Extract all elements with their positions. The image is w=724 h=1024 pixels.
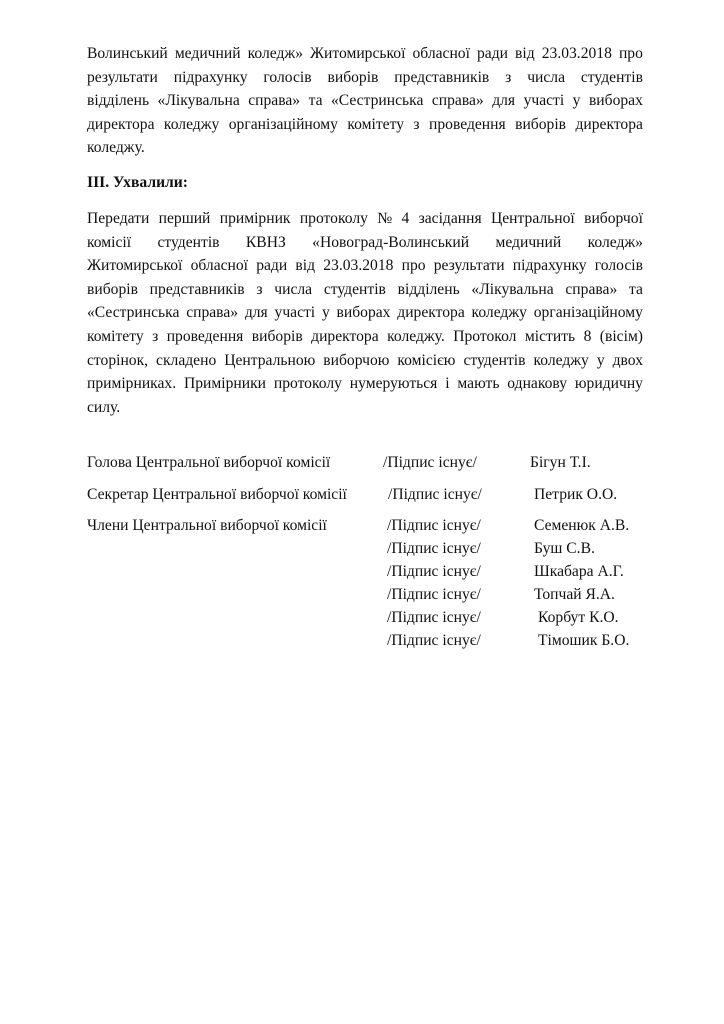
word: ради (256, 257, 288, 275)
signature-role: Секретар Центральної виборчої комісії (87, 486, 347, 503)
text-line (87, 136, 643, 160)
signature-note: /Підпис існує/ (387, 517, 481, 534)
word: справа» (431, 92, 484, 110)
word: двох (612, 351, 643, 369)
word: у (321, 304, 330, 322)
text-line (87, 66, 643, 90)
resolution-paragraph (87, 207, 643, 419)
word: обласної (190, 257, 249, 275)
word: 4 (401, 210, 410, 227)
section-heading: ІІІ. Ухвалили: (87, 174, 188, 191)
text-line (87, 278, 643, 302)
signature-name: Семенюк А.В. (534, 517, 630, 534)
word: медичний (174, 45, 241, 62)
word: результати (87, 68, 158, 86)
word: від (295, 257, 316, 275)
word: студентів (323, 280, 386, 298)
word: юридичну (574, 375, 643, 393)
word: «Лікувальна (471, 280, 554, 298)
text-line (87, 42, 643, 66)
word: коледжу (533, 351, 589, 369)
text-line (87, 231, 643, 255)
word: про (401, 257, 426, 275)
text-line (87, 325, 643, 349)
word: комісії (87, 233, 132, 251)
word: виборів (87, 280, 138, 298)
word: примірниках. (87, 375, 177, 393)
word: перший (158, 210, 211, 227)
word: коледж» (247, 45, 303, 62)
word: протоколу (273, 375, 342, 393)
word: справа» (186, 304, 239, 322)
word: проведення (429, 115, 506, 133)
word: № (377, 210, 393, 227)
word: обласної (412, 45, 470, 62)
word: виборчої (584, 210, 643, 227)
word: виборів (515, 115, 567, 133)
word: виборчою (323, 351, 390, 369)
word: 8 (583, 327, 592, 345)
word: засідання (418, 210, 482, 227)
word: відділень (397, 280, 460, 298)
word: однакову (507, 375, 568, 393)
word: протоколу (299, 210, 368, 227)
word: директора (575, 115, 643, 133)
signature-name: Тімошик Б.О. (538, 632, 630, 649)
word: коледжу. (387, 327, 445, 345)
word: Житомирської (310, 45, 406, 62)
word: комітету (87, 327, 144, 345)
word: Центральної (490, 210, 575, 227)
word: голосів (263, 68, 312, 86)
word: директора (397, 304, 465, 322)
word: Примірники (183, 375, 266, 393)
signature-name: Топчай Я.А. (534, 586, 615, 603)
word: справа» (248, 92, 301, 110)
word: проведення (166, 327, 244, 345)
word: (вісім) (599, 327, 643, 345)
signature-note: /Підпис існує/ (387, 632, 481, 649)
word: організаційному (228, 115, 338, 133)
signature-note: /Підпис існує/ (387, 586, 481, 603)
word: силу. (87, 398, 121, 416)
word: про (618, 45, 643, 62)
word: 23.03.2018 (541, 45, 612, 62)
word: містить (524, 327, 576, 345)
signature-role: Голова Центральної виборчої комісії (87, 454, 331, 471)
word: участі (523, 92, 565, 110)
signature-role: Члени Центральної виборчої комісії (87, 517, 327, 534)
word: студентів (580, 68, 643, 86)
word: виборах (588, 92, 643, 110)
signature-name: Буш С.В. (534, 540, 595, 557)
text-line (87, 207, 643, 231)
signature-note: /Підпис існує/ (387, 563, 481, 580)
signature-note: /Підпис існує/ (388, 486, 482, 503)
word: голосів (594, 257, 643, 275)
word: складено (156, 351, 217, 369)
text-line (87, 349, 643, 373)
word: числа (527, 68, 565, 86)
text-line (87, 113, 643, 137)
word: нумеруються (349, 375, 438, 393)
word: та (308, 92, 323, 110)
word: директора (311, 327, 379, 345)
word: і (445, 375, 450, 393)
word: для (492, 92, 516, 110)
word: комісією (397, 351, 456, 369)
word: коледж» (587, 233, 643, 251)
word: коледжу (471, 304, 527, 322)
word: підрахунку (173, 68, 248, 86)
word: директора (87, 115, 155, 133)
word: мають (457, 375, 500, 393)
word: виборах (336, 304, 391, 322)
word: у (572, 92, 581, 110)
word: від (515, 45, 535, 62)
word: «Сестринська (87, 304, 180, 322)
word: Передати (87, 210, 150, 227)
word: у (596, 351, 605, 369)
text-line (87, 396, 643, 420)
text-line (87, 301, 643, 325)
word: участі (274, 304, 316, 322)
word: результати (433, 257, 505, 275)
word: студентів (463, 351, 526, 369)
word: комітету (347, 115, 404, 133)
word: та (629, 280, 643, 298)
text-line (87, 89, 643, 113)
word: КВНЗ (245, 233, 286, 251)
signature-name: Корбут К.О. (538, 609, 619, 626)
word: з (256, 280, 263, 298)
word: «Новоград-Волинський (312, 233, 470, 251)
word: «Лікувальна (157, 92, 240, 110)
text-line (87, 254, 643, 278)
word: виборів (251, 327, 303, 345)
word: справа» (565, 280, 618, 298)
word: Житомирської (87, 257, 183, 275)
signature-name: Шкабара А.Г. (534, 563, 624, 580)
signature-name: Петрик О.О. (534, 486, 618, 503)
word: підрахунку (512, 257, 587, 275)
word: представників (394, 68, 490, 86)
word: виборів (327, 68, 379, 86)
word: організаційному (533, 304, 643, 322)
word: сторінок, (87, 351, 149, 369)
word: студентів (157, 233, 220, 251)
word: числа (274, 280, 313, 298)
word: для (244, 304, 268, 322)
intro-paragraph (87, 42, 643, 160)
word: 23.03.2018 (323, 257, 394, 275)
word: коледжу (163, 115, 220, 133)
word: представників (149, 280, 245, 298)
word: Волинський (87, 45, 168, 62)
word: ради (476, 45, 508, 62)
word: коледжу. (87, 139, 145, 157)
word: Протокол (453, 327, 517, 345)
word: з (152, 327, 159, 345)
signature-name: Бігун Т.І. (530, 454, 591, 471)
word: з (413, 115, 420, 133)
word: відділень (87, 92, 150, 110)
word: примірник (219, 210, 291, 227)
word: «Сестринська (330, 92, 424, 110)
signature-note: /Підпис існує/ (387, 609, 481, 626)
signature-note: /Підпис існує/ (387, 540, 481, 557)
signature-note: /Підпис існує/ (383, 454, 477, 471)
word: з (505, 68, 512, 86)
word: Центральною (224, 351, 316, 369)
text-line (87, 372, 643, 396)
word: медичний (495, 233, 562, 251)
